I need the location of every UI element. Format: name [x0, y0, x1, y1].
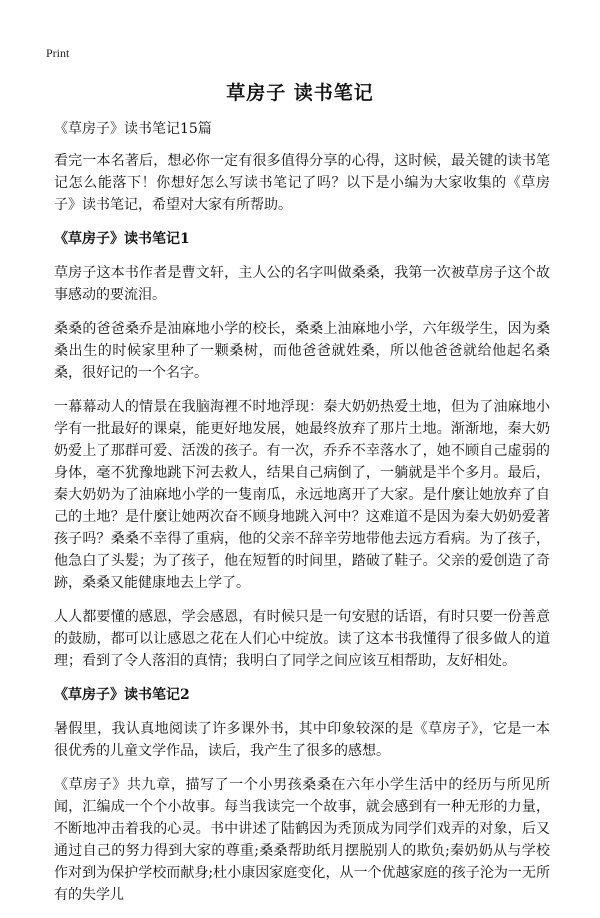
paragraph: 《草房子》共九章，描写了一个小男孩桑桑在六年小学生活中的经历与所见所闻，汇编成一个个小故事。每当我读完一个故事，就会感到有一种无形的力量，不断地冲击着我的心灵。书中讲述了陆鹤因为秃顶成为同学们戏弄的对象，后又通过自己的努力得到大家的尊重;桑桑帮助纸月摆脱别人的欺负;秦奶奶从与学校作对到为保护学校而献身;杜小康因家庭变化，从一个优越家庭的孩子沦为一无所有的失学儿 — [54, 777, 550, 903]
article-subtitle: 《草房子》读书笔记15篇 — [54, 121, 212, 137]
paragraph: 草房子这本书作者是曹文轩，主人公的名字叫做桑桑，我第一次被草房子这个故事感动的要流泪。 — [54, 265, 550, 303]
paragraph: 人人都要懂的感恩，学会感恩，有时候只是一句安慰的话语，有时只要一份善意的鼓励，都可以让感恩之花在人们心中绽放。读了这本书我懂得了很多做人的道理；看到了令人落泪的真情；我明白了同学之间应该互相帮助，友好相处。 — [54, 609, 550, 669]
section-heading: 《草房子》读书笔记2 — [54, 687, 190, 703]
section-heading: 《草房子》读书笔记1 — [54, 231, 190, 247]
print-link[interactable]: Print — [46, 46, 70, 60]
intro-paragraph: 看完一本名著后，想必你一定有很多值得分享的心得，这时候，最关键的读书笔记怎么能落下！你想好怎么写读书笔记了吗？以下是小编为大家收集的《草房子》读书笔记，希望对大家有所帮助。 — [54, 153, 550, 213]
paragraph: 一幕幕动人的情景在我脑海裡不时地浮现：秦大奶奶热爱土地，但为了油麻地小学有一批最好的课桌，能更好地发展，她最终放弃了那片土地。渐渐地，秦大奶奶爱上了那群可爱、活泼的孩子。有一次，乔乔不幸落水了，她不顾自己虚弱的身体，毫不犹豫地跳下河去救人，结果自己病倒了，一躺就是半个多月。最后，秦大奶奶为了油麻地小学的一隻南瓜，永远地离开了大家。是什麼让她放弃了自己的土地？是什麼让她两次奋不顾身地跳入河中？这难道不是因为秦大奶奶爱著孩子吗？桑桑不幸得了重病，他的父亲不辞辛劳地带他去远方看病。为了孩子，他急白了头髮；为了孩子，他在短暂的时间里，踏破了鞋子。父亲的爱创造了奇跡，桑桑又能健康地去上学了。 — [54, 399, 550, 591]
paragraph: 桑桑的爸爸桑乔是油麻地小学的校长，桑桑上油麻地小学，六年级学生，因为桑桑出生的时候家里种了一颗桑树，而他爸爸就姓桑，所以他爸爸就给他起名桑桑，很好记的一个名字。 — [54, 321, 550, 381]
article-body — [54, 118, 550, 918]
page-title: 草房子 读书笔记 — [226, 82, 374, 104]
paragraph: 暑假里，我认真地阅读了许多课外书，其中印象较深的是《草房子》，它是一本很优秀的儿童文学作品，读后，我产生了很多的感想。 — [54, 721, 550, 759]
